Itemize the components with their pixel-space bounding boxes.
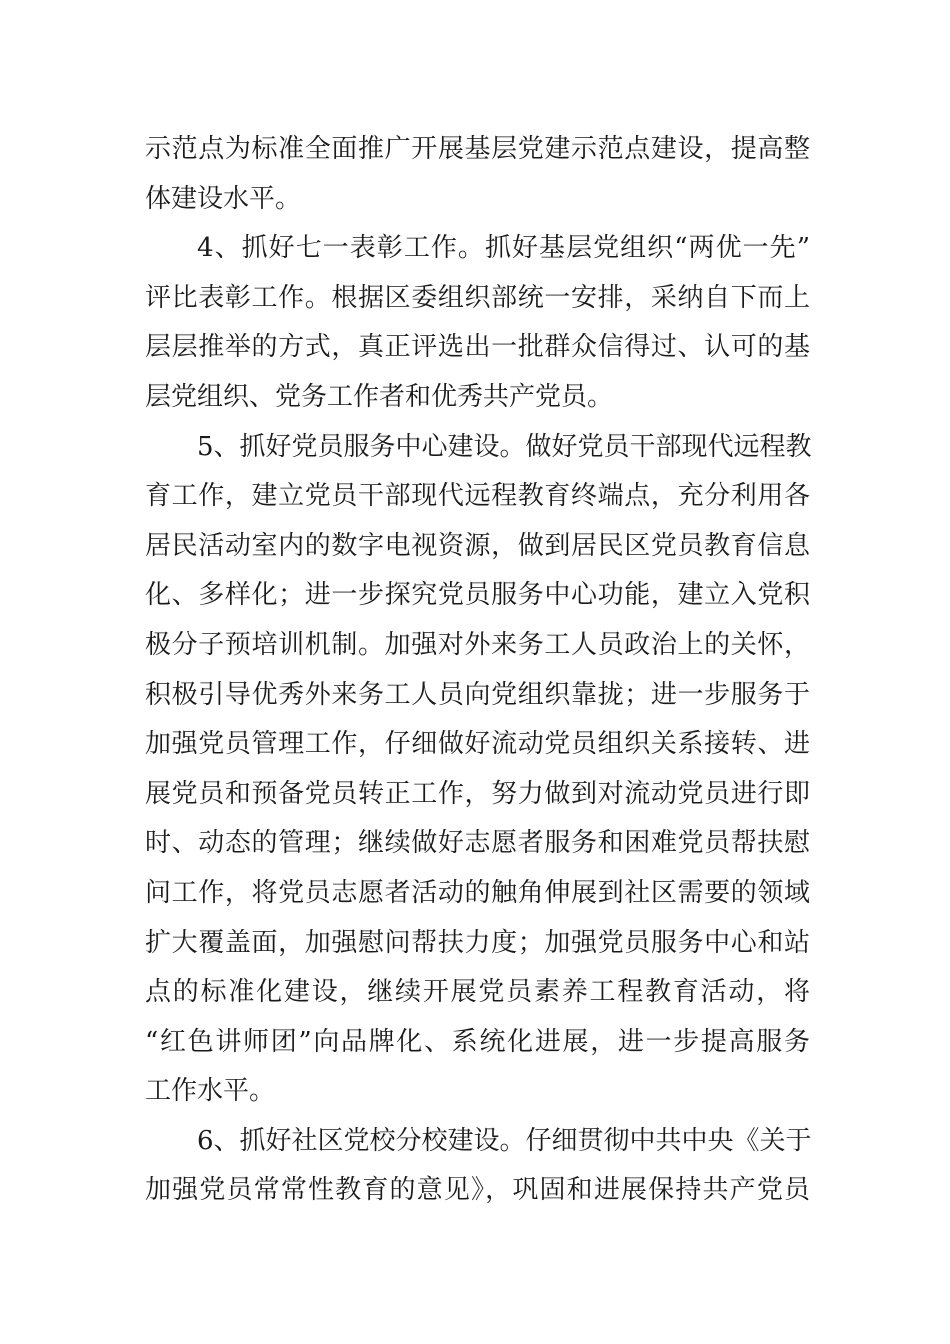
paragraph bbox=[145, 423, 810, 1117]
text-line: 育工作，建立党员干部现代远程教育终端点，充分利用各 bbox=[145, 481, 810, 512]
document-body bbox=[145, 125, 810, 1216]
text-line: 极分子预培训机制。加强对外来务工人员政治上的关怀， bbox=[145, 629, 810, 660]
text-line: 扩大覆盖面，加强慰问帮扶力度；加强党员服务中心和站 bbox=[145, 927, 810, 958]
text-line: 层层推举的方式，真正评选出一批群众信得过、认可的基 bbox=[145, 332, 810, 363]
text-line: 层党组织、党务工作者和优秀共产党员。 bbox=[145, 381, 614, 412]
text-line: “红色讲师团”向品牌化、系统化进展，进一步提高服务 bbox=[145, 1026, 810, 1057]
text-line: 点的标准化建设，继续开展党员素养工程教育活动，将 bbox=[145, 977, 810, 1008]
text-line: 加强党员管理工作，仔细做好流动党员组织关系接转、进 bbox=[145, 729, 810, 760]
paragraph bbox=[145, 1117, 810, 1216]
text-line: 6、抓好社区党校分校建设。仔细贯彻中共中央《关于 bbox=[197, 1125, 812, 1156]
text-line: 评比表彰工作。根据区委组织部统一安排，采纳自下而上 bbox=[145, 282, 810, 313]
text-line: 化、多样化；进一步探究党员服务中心功能，建立入党积 bbox=[145, 580, 810, 611]
text-line: 4、抓好七一表彰工作。抓好基层党组织“两优一先” bbox=[197, 233, 810, 264]
text-line: 问工作，将党员志愿者活动的触角伸展到社区需要的领域 bbox=[145, 877, 810, 908]
text-line: 体建设水平。 bbox=[145, 183, 302, 214]
paragraph bbox=[145, 125, 810, 224]
text-line: 展党员和预备党员转正工作，努力做到对流动党员进行即 bbox=[145, 778, 810, 809]
text-line: 时、动态的管理；继续做好志愿者服务和困难党员帮扶慰 bbox=[145, 828, 810, 859]
text-line: 工作水平。 bbox=[145, 1076, 276, 1107]
paragraph bbox=[145, 224, 810, 422]
text-line: 居民活动室内的数字电视资源，做到居民区党员教育信息 bbox=[145, 530, 810, 561]
text-line: 5、抓好党员服务中心建设。做好党员干部现代远程教 bbox=[197, 431, 812, 462]
text-line: 加强党员常常性教育的意见》，巩固和进展保持共产党员 bbox=[145, 1175, 810, 1206]
text-line: 积极引导优秀外来务工人员向党组织靠拢；进一步服务于 bbox=[145, 679, 810, 710]
text-line: 示范点为标准全面推广开展基层党建示范点建设，提高整 bbox=[145, 134, 810, 164]
